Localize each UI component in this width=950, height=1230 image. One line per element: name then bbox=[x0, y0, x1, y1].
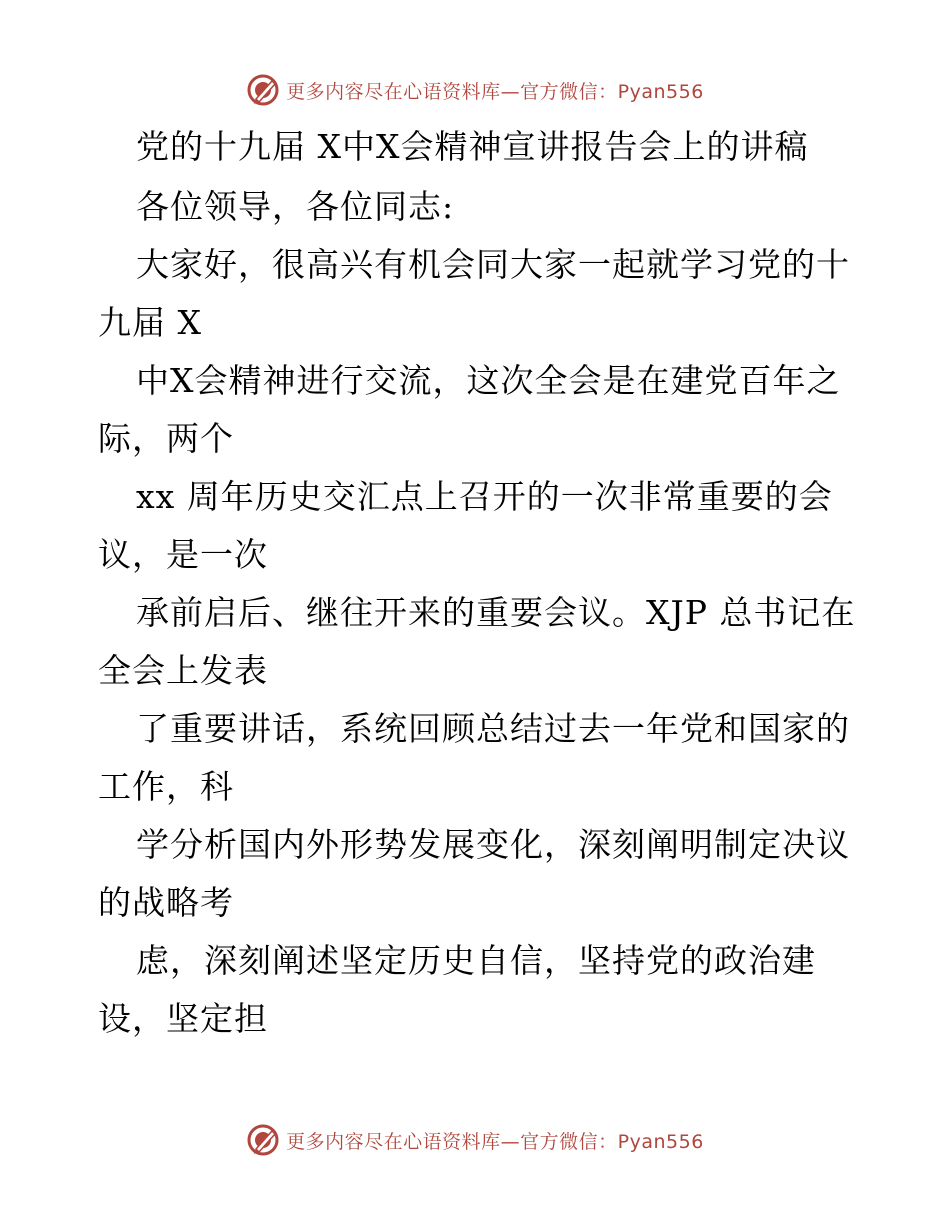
body-line: 全会上发表 bbox=[98, 651, 268, 690]
body-line: xx 周年历史交汇点上召开的一次非常重要的会 bbox=[136, 477, 833, 516]
body-line: 设，坚定担 bbox=[98, 999, 268, 1038]
body-line: 中X会精神进行交流，这次全会是在建党百年之 bbox=[136, 361, 841, 400]
body-line: 九届 X bbox=[98, 303, 202, 342]
body-line: 际，两个 bbox=[98, 419, 234, 458]
document-title: 党的十九届 X中X会精神宣讲报告会上的讲稿 bbox=[136, 127, 809, 166]
body-line: 了重要讲话，系统回顾总结过去一年党和国家的 bbox=[136, 709, 850, 748]
greeting: 各位领导，各位同志: bbox=[136, 187, 455, 226]
body-line: 大家好，很高兴有机会同大家一起就学习党的十 bbox=[136, 245, 850, 284]
body-line: 工作，科 bbox=[98, 767, 234, 806]
body-line: 承前启后、继往开来的重要会议。XJP 总书记在 bbox=[136, 593, 856, 632]
footer-banner bbox=[0, 1120, 950, 1160]
header-banner bbox=[0, 70, 950, 110]
body-line: 的战略考 bbox=[98, 883, 234, 922]
body-line: 议，是一次 bbox=[98, 535, 268, 574]
body-line: 学分析国内外形势发展变化，深刻阐明制定决议 bbox=[136, 825, 850, 864]
body-line: 虑，深刻阐述坚定历史自信，坚持党的政治建 bbox=[136, 941, 816, 980]
footer-banner-text: 更多内容尽在心语资料库—官方微信：Pyan556 bbox=[286, 1130, 704, 1153]
header-banner-text: 更多内容尽在心语资料库—官方微信：Pyan556 bbox=[286, 80, 704, 103]
pen-logo-icon bbox=[246, 73, 280, 107]
pen-logo-icon bbox=[246, 1123, 280, 1157]
